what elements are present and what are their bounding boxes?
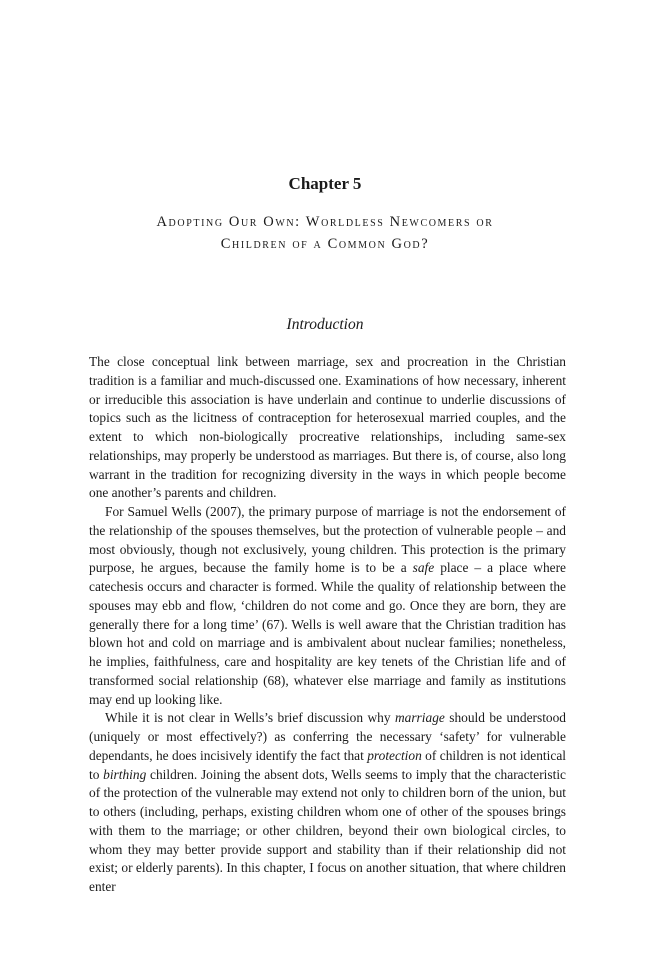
chapter-title: [0, 211, 650, 255]
text-run: The close conceptual link between marriage, sex and procreation in the Christian tradition is a familiar and much-discussed one. Examinations of how necessary, inherent or irreducible this association is have underlain and continue to underlie discussions of topics such as the licitness of contraception for heterosexual married couples, and the extent to which non-biologically procreative relationships, including same-sex relationships, may properly be understood as marriages. But there is, of course, also long warrant in the tradition for recognizing diversity in the ways in which people become one another’s parents and children.: [89, 354, 566, 501]
text-run: While it is not clear in Wells’s brief discussion why: [105, 710, 395, 726]
paragraph-3: [89, 709, 566, 897]
paragraph-2: [89, 503, 566, 709]
text-run: of children is not identical to: [89, 747, 566, 782]
chapter-title-line-1: Adopting Our Own: Worldless Newcomers or: [156, 214, 494, 230]
emphasis-birthing: birthing: [103, 766, 147, 782]
chapter-number: Chapter 5: [288, 174, 362, 193]
section-heading: Introduction: [286, 316, 364, 333]
emphasis-protection: protection: [367, 747, 422, 763]
text-run: place – a place where catechesis occurs and character is formed. While the quality of relationship between the spouses may ebb and flow, ‘children do not come and go. Once they are born, they are generally there for a long time’ (67). Wells is well aware that the Christian tradition has blown hot and cold on marriage and is ambivalent about nuclear families; nonetheless, he implies, faithfulness, care and hospitality are key tenets of the Christian life and of transformed social relationship (68), whatever else marriage and family as institutions may end up looking like.: [89, 560, 566, 707]
text-run: For Samuel Wells (2007), the primary purpose of marriage is not the endorsement of the relationship of the spouses themselves, but the protection of vulnerable people – and most obviously, though not exclusively, young children. This protection is the primary purpose, he argues, because the family home is to be a: [89, 504, 566, 576]
paragraph-1: [89, 353, 566, 503]
emphasis-safe: safe: [412, 560, 435, 576]
body-text: [89, 353, 566, 897]
chapter-title-line-2: Children of a Common God?: [220, 236, 430, 252]
text-run: should be understood (uniquely or most effectively?) as conferring the necessary ‘safety’ for vulnerable dependants, he does incisively identify the fact that: [89, 710, 566, 763]
text-run: children. Joining the absent dots, Wells seems to imply that the characteristic of the protection of the vulnerable may extend not only to children born of the union, but to others (including, perhaps, existing children whom one of other of the spouses brings with them to the marriage; or other children, beyond their own biological circles, to whom they may better provide support and stability than if their relationship did not exist; or elderly parents). In this chapter, I focus on another situation, that where children enter: [89, 766, 566, 894]
emphasis-marriage: marriage: [394, 710, 445, 726]
